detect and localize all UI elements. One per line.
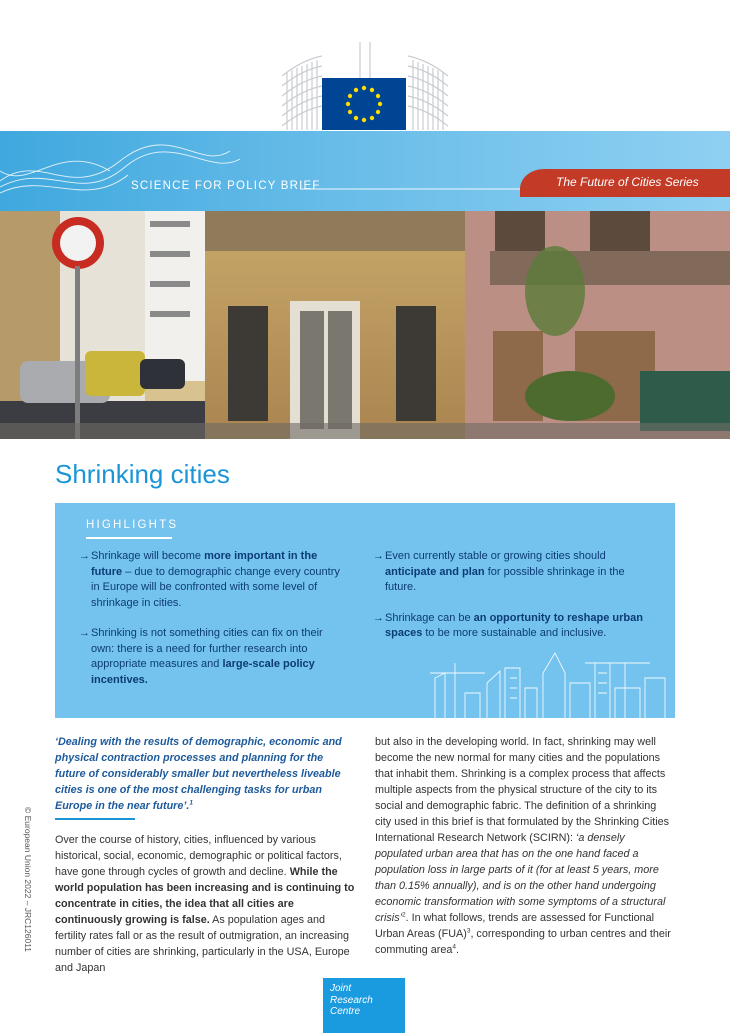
street-photo — [0, 211, 730, 439]
highlight-bold: more important in the future — [91, 550, 318, 578]
paragraph-text: Over the course of history, cities, influenced by various historical, social, economic, demographic or political factors, have gone through cycles of growth and decline. — [55, 834, 342, 878]
highlight-bold: an opportunity to reshape urban spaces — [385, 611, 643, 639]
paragraph-text: but also in the developing world. In fact, shrinking may well become the new normal for many cities and the populations that inhabit them. Shrinking is a complex process that affects multiple aspects from the physical structure of the city to its social and demographic fabric. The definition of a shrinking city used in this brief is that formulated by the Shrinking Cities International Research Network (SCIRN): — [375, 736, 670, 844]
arrow-right-icon: → — [373, 550, 384, 562]
highlight-text: to be more sustainable and inclusive. — [422, 627, 607, 639]
highlights-right-column — [373, 549, 653, 657]
street-photo-illustration — [0, 211, 730, 439]
body-right-column — [375, 734, 675, 958]
highlight-text: – due to demographic change every country in Europe will be confronted with some level of shrinkage in cities. — [91, 565, 340, 609]
page-title: Shrinking cities — [55, 459, 230, 489]
highlight-text: for possible shrinkage in the future. — [385, 565, 625, 593]
highlight-bold: anticipate and plan — [385, 565, 485, 578]
footnote-ref: 1 — [189, 799, 194, 807]
highlights-left-column — [79, 549, 349, 703]
highlights-heading: HIGHLIGHTS — [86, 519, 179, 531]
quote-text: ‘Dealing with the results of demographic, economic and physical contraction processes and planning for the future of considerably smaller but nevertheless liveable cities is one of the most challenging tasks for urban Europe in the near future’. — [55, 736, 342, 812]
science-for-policy-brief-label: SCIENCE FOR POLICY BRIEF — [131, 180, 321, 192]
jrc-line1: Joint — [330, 983, 352, 994]
paragraph-text: . — [456, 944, 460, 956]
eu-stars-icon — [322, 78, 406, 130]
definition-paragraph — [375, 734, 675, 958]
paragraph-text: . In what follows, trends are assessed for Functional Urban Areas (FUA) — [375, 912, 655, 940]
highlight-text: Shrinkage will become — [91, 550, 205, 562]
series-tab — [520, 169, 730, 197]
arrow-right-icon: → — [79, 627, 90, 639]
paragraph-text: As population ages and fertility rates fall or as the result of outmigration, an increasing number of cities are shrinking, particularly in the USA, Europe and Japan — [55, 914, 350, 974]
arrow-right-icon: → — [79, 550, 90, 562]
series-label: The Future of Cities Series — [556, 175, 699, 189]
copyright-notice: © European Union 2022 – JRC126011 — [23, 807, 33, 953]
highlight-text: Shrinking is not something cities can fix on their own: there is a need for further research into appropriate measures and — [91, 627, 323, 670]
highlight-item — [373, 549, 653, 596]
footnote-ref: 2 — [402, 911, 406, 919]
body-left-column — [55, 734, 355, 976]
quote-underline — [55, 818, 135, 820]
jrc-logo — [323, 978, 405, 1033]
highlights-box — [55, 503, 675, 718]
header-logo-area — [0, 0, 730, 135]
paragraph-bold: While the world population has been increasing and is continuing to concentrate in cities, the idea that all cities are continuously growing is false. — [55, 866, 355, 926]
jrc-line3: Centre — [330, 1006, 361, 1017]
intro-paragraph — [55, 832, 355, 976]
highlight-item — [373, 611, 653, 642]
city-skyline-sketch — [425, 643, 675, 718]
pull-quote — [55, 734, 355, 814]
highlights-underline — [86, 537, 172, 539]
highlight-item — [79, 626, 349, 688]
eu-flag — [322, 78, 406, 130]
footnote-ref: 3 — [466, 927, 471, 935]
jrc-logo-text — [330, 983, 373, 1018]
highlight-bold: large-scale policy incentives. — [91, 658, 315, 686]
arrow-right-icon: → — [373, 611, 384, 624]
highlight-text: Even currently stable or growing cities should — [385, 550, 606, 562]
paragraph-text: , corresponding to urban centres and their commuting area — [375, 928, 671, 956]
jrc-line2: Research — [330, 994, 373, 1006]
footnote-ref: 4 — [452, 943, 457, 951]
definition-quote: ‘a densely populated urban area that has on the one hand faced a population loss in large parts of it (for at least 5 years, more than 0.15% annually), and is on the other hand undergoing economic transformation with some symptoms of a structural crisis’ — [375, 832, 666, 924]
highlight-item — [79, 549, 349, 611]
highlight-text: Shrinkage can be — [385, 611, 474, 624]
